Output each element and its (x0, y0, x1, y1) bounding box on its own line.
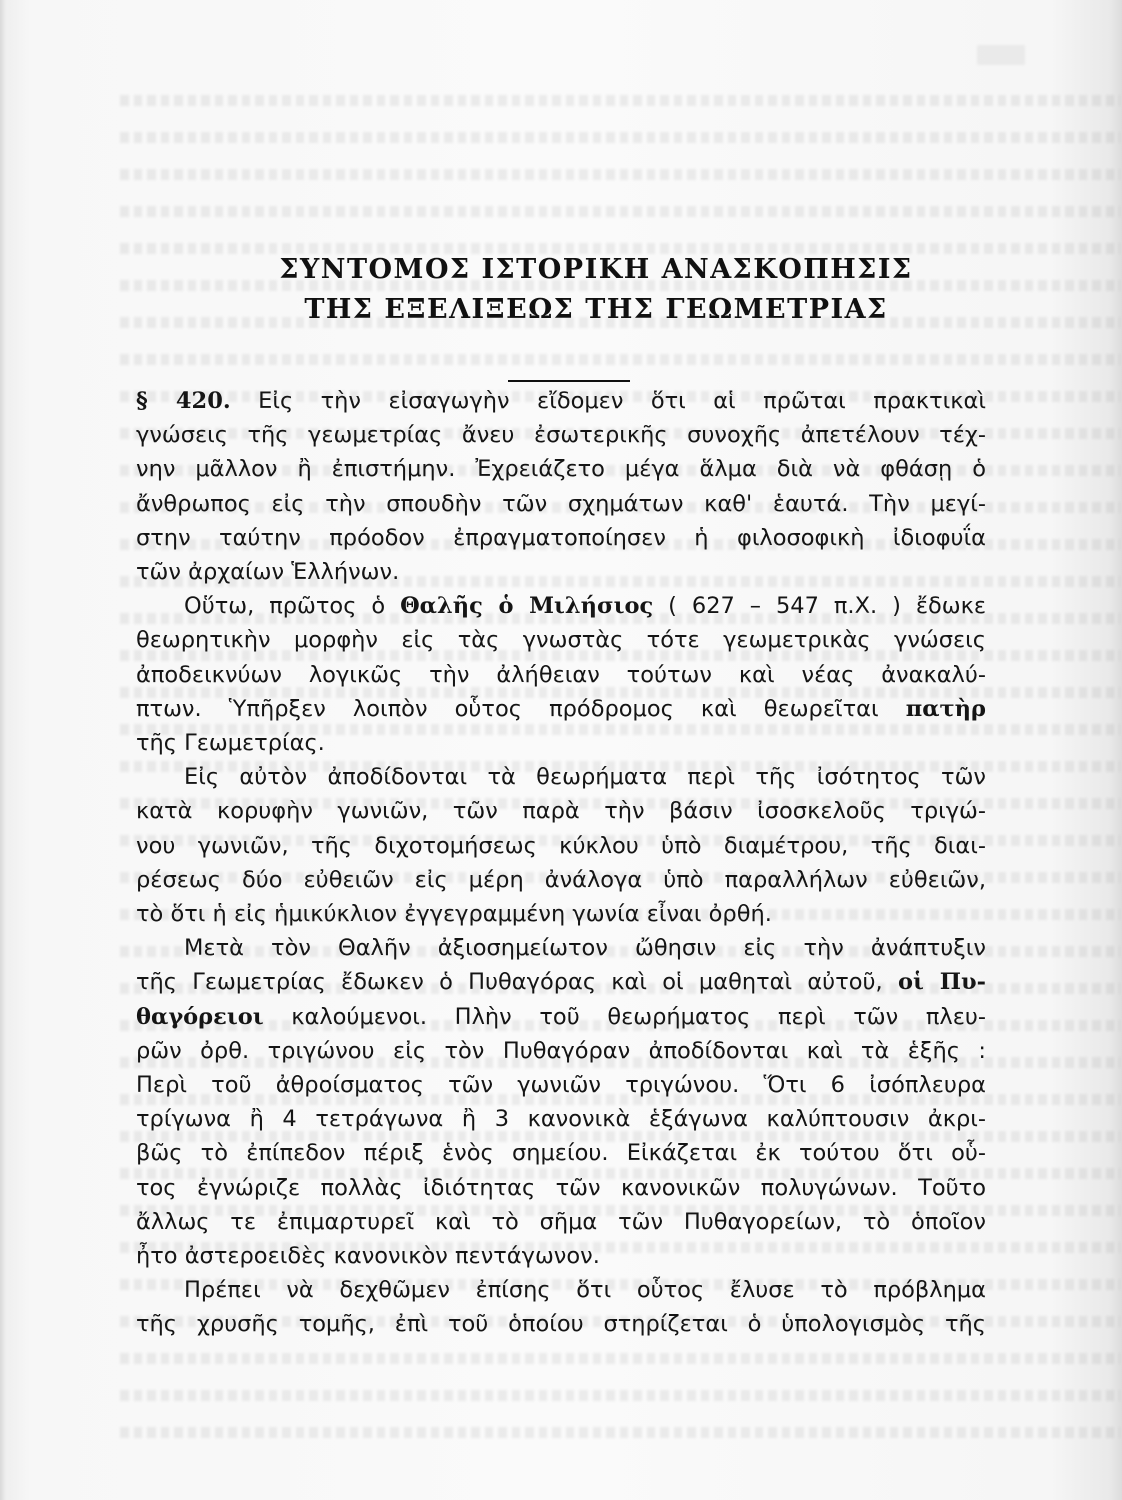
chapter-title (0, 250, 1122, 382)
paragraph-2-line-5: τῆς Γεωμετρίας. (136, 730, 325, 757)
paragraph-4-line-8: τος ἐγνώριζε πολλὰς ἰδιότητας τῶν κανονικῶν πολυγώνων. Τοῦτο (136, 1174, 986, 1201)
paragraph-4-line-6: τρίγωνα ἢ 4 τετράγωνα ἢ 3 κανονικὰ ἑξάγωνα καλύπτουσιν ἀκρι- (136, 1106, 986, 1133)
title-line-2: ΤΗΣ ΕΞΕΛΙΞΕΩΣ ΤΗΣ ΓΕΩΜΕΤΡΙΑΣ (304, 294, 888, 325)
paragraph-2-line-1a: Οὕτω, πρῶτος ὁ (184, 593, 401, 620)
paragraph-4-line-2 (136, 965, 986, 999)
paragraph-4-line-5: Περὶ τοῦ ἀθροίσματος τῶν γωνιῶν τριγώνου. Ὅτι 6 ἰσόπλευρα (136, 1072, 986, 1099)
paragraph-4-line-1: Μετὰ τὸν Θαλῆν ἀξιοσημείωτον ὤθησιν εἰς τὴν ἀνάπτυξιν (184, 935, 986, 962)
paragraph-4-line-3 (136, 1000, 986, 1034)
pythagoreans-term-start: οἱ Πυ- (897, 969, 986, 996)
paragraph-3-line-2: κατὰ κορυφὴν γωνιῶν, τῶν παρὰ τὴν βάσιν ἰσοσκελοῦς τριγώ- (136, 798, 986, 825)
paragraph-1-line-2: γνώσεις τῆς γεωμετρίας ἄνευ ἐσωτερικῆς συνοχῆς ἀπετέλουν τέχ- (136, 422, 986, 449)
paragraph-2-line-1c: ( 627 – 547 π.Χ. ) ἔδωκε (653, 593, 987, 620)
paragraph-5-line-2: τῆς χρυσῆς τομῆς, ἐπὶ τοῦ ὁποίου στηρίζεται ὁ ὑπολογισμὸς τῆς (136, 1311, 986, 1338)
paragraph-2-line-2: θεωρητικὴν μορφὴν εἰς τὰς γνωστὰς τότε γεωμετρικὰς γνώσεις (136, 627, 986, 654)
paragraph-1-line-5: στην ταύτην πρόοδον ἐπραγματοποίησεν ἡ φιλοσοφικὴ ἰδιοφυΐα (136, 524, 986, 551)
paragraph-4-line-2a: τῆς Γεωμετρίας ἔδωκεν ὁ Πυθαγόρας καὶ οἱ μαθηταὶ αὐτοῦ, (136, 969, 898, 996)
paragraph-4-line-10: ἦτο ἀστεροειδὲς κανονικὸν πεντάγωνον. (136, 1243, 600, 1270)
paragraph-5-line-1: Πρέπει νὰ δεχθῶμεν ἐπίσης ὅτι οὗτος ἔλυσε τὸ πρόβλημα (184, 1277, 986, 1304)
paragraph-3-line-1: Εἰς αὐτὸν ἀποδίδονται τὰ θεωρήματα περὶ τῆς ἰσότητος τῶν (184, 764, 986, 791)
paragraph-4-line-7: βῶς τὸ ἐπίπεδον πέριξ ἑνὸς σημείου. Εἰκάζεται ἐκ τούτου ὅτι οὗ- (136, 1140, 986, 1167)
paragraph-3-line-3: νου γωνιῶν, τῆς διχοτομήσεως κύκλου ὑπὸ διαμέτρου, τῆς διαι- (136, 832, 986, 859)
paragraph-1-line-1-text: Εἰς τὴν εἰσαγωγὴν εἴδομεν ὅτι αἱ πρῶται πρακτικαὶ (230, 388, 987, 414)
paragraph-1-line-1 (136, 384, 986, 418)
body-text (136, 384, 986, 1342)
paragraph-1-line-4: ἄνθρωπος εἰς τὴν σπουδὴν τῶν σχημάτων καθ' ἑαυτά. Τὴν μεγί- (136, 490, 986, 517)
paragraph-2-line-4 (136, 692, 986, 726)
paragraph-3-line-4: ρέσεως δύο εὐθειῶν εἰς μέρη ἀνάλογα ὑπὸ παραλλήλων εὐθειῶν, (136, 866, 986, 893)
title-divider (508, 380, 630, 382)
paragraph-2-line-4a: πτων. Ὑπῆρξεν λοιπὸν οὗτος πρόδρομος καὶ θεωρεῖται (136, 695, 906, 722)
paragraph-3-line-5: τὸ ὅτι ἡ εἰς ἡμικύκλιον ἐγγεγραμμένη γωνία εἶναι ὀρθή. (136, 901, 772, 928)
paragraph-2-line-3: ἀποδεικνύων λογικῶς τὴν ἀλήθειαν τούτων καὶ νέας ἀνακαλύ- (136, 661, 986, 688)
paragraph-2-line-1 (136, 589, 986, 623)
title-line-1: ΣΥΝΤΟΜΟΣ ΙΣΤΟΡΙΚΗ ΑΝΑΣΚΟΠΗΣΙΣ (279, 254, 913, 285)
pythagoreans-term-end: θαγόρειοι (136, 1003, 264, 1030)
paragraph-1-line-3: νην μᾶλλον ἢ ἐπιστήμην. Ἐχρειάζετο μέγα ἅλμα διὰ νὰ φθάσῃ ὁ (136, 456, 986, 483)
pater-term: πατὴρ (905, 695, 986, 722)
paragraph-4-line-3b: καλούμενοι. Πλὴν τοῦ θεωρήματος περὶ τῶν πλευ- (263, 1003, 986, 1030)
paragraph-4-line-9: ἄλλως τε ἐπιμαρτυρεῖ καὶ τὸ σῆμα τῶν Πυθαγορείων, τὸ ὁποῖον (136, 1208, 986, 1235)
section-number: § 420. (136, 388, 231, 414)
thales-name: Θαλῆς ὁ Μιλήσιος (400, 593, 654, 620)
paragraph-4-line-4: ρῶν ὀρθ. τριγώνου εἰς τὸν Πυθαγόραν ἀποδίδονται καὶ τὰ ἑξῆς : (136, 1037, 986, 1064)
paragraph-1-line-6: τῶν ἀρχαίων Ἑλλήνων. (136, 559, 400, 586)
